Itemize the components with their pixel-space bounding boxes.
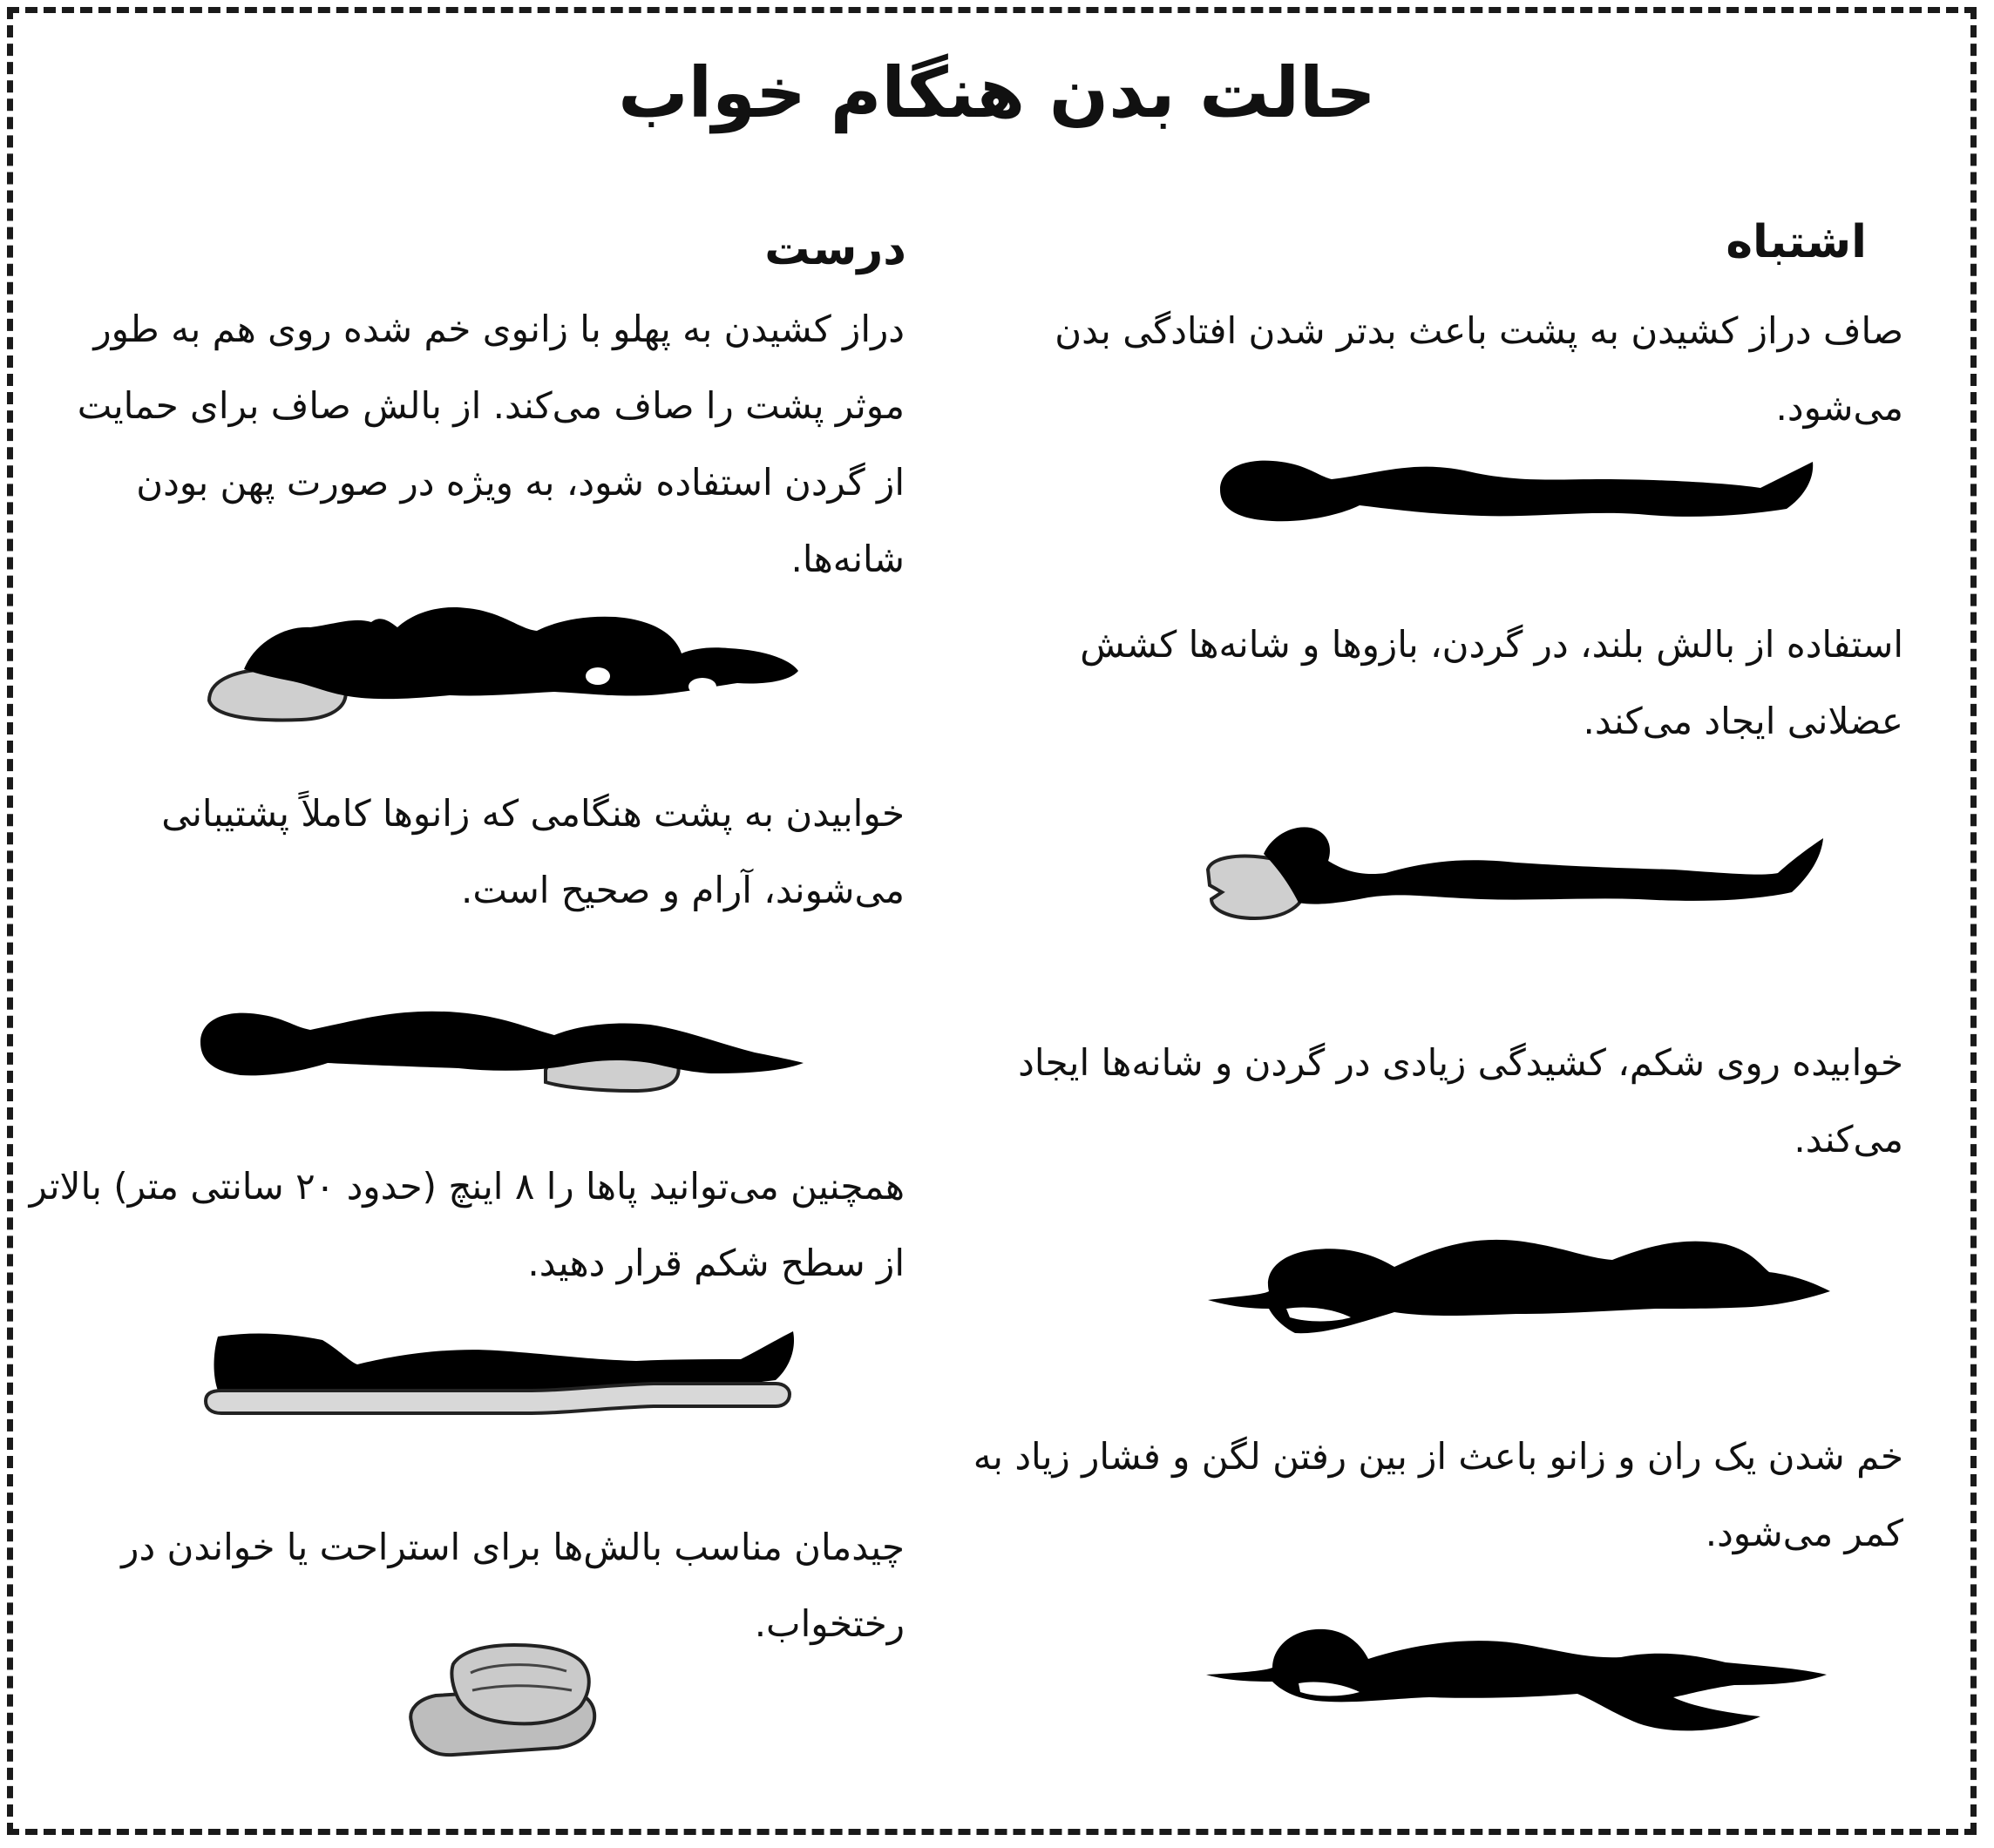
supine-flat-figure — [1203, 444, 1830, 531]
side-lying-figure — [206, 598, 816, 728]
right-item-2-text: خوابیدن به پشت هنگامی که زانوها کاملاً پشتیبانی می‌شوند، آرام و صحیح است. — [161, 792, 905, 911]
prone-figure — [1203, 1222, 1830, 1344]
wrong-item-1-text: صاف دراز کشیدن به پشت باعث بدتر شدن افتادگی بدن می‌شود. — [1055, 309, 1903, 429]
high-pillow-figure — [1203, 819, 1830, 924]
wrong-item-4-text: خم شدن یک ران و زانو باعث از بین رفتن لگن و فشار زیاد به کمر می‌شود. — [973, 1435, 1903, 1554]
prone-knee-bent-figure — [1203, 1610, 1830, 1741]
wrong-heading: اشتباه — [1726, 216, 1867, 268]
page-title: حالت بدن هنگام خواب — [618, 52, 1376, 133]
right-heading: درست — [764, 223, 906, 275]
right-item-4-text: چیدمان مناسب بالش‌ها برای استراحت یا خواندن در رختخواب. — [121, 1526, 905, 1645]
right-item-1-text: دراز کشیدن به پهلو با زانوی خم شده روی هم به طور موثر پشت را صاف می‌کند. از بالش صاف برای حمایت از گردن استفاده شود، به ویژه در صورت پهن بودن شانه‌ها. — [77, 308, 905, 580]
pillow-stack-figure — [401, 1638, 610, 1760]
wrong-item-3-text: خوابیده روی شکم، کشیدگی زیادی در گردن و شانه‌ها ایجاد می‌کند. — [1018, 1041, 1903, 1161]
wrong-item-2-text: استفاده از بالش بلند، در گردن، بازوها و شانه‌ها کشش عضلانی ایجاد می‌کند. — [1080, 623, 1903, 742]
supine-knee-support-figure — [197, 998, 807, 1094]
right-item-3-text: همچنین می‌توانید پاها را ۸ اینچ (حدود ۲۰ سانتی متر) بالاتر از سطح شکم قرار دهید. — [29, 1165, 905, 1284]
legs-raised-figure — [200, 1324, 810, 1429]
